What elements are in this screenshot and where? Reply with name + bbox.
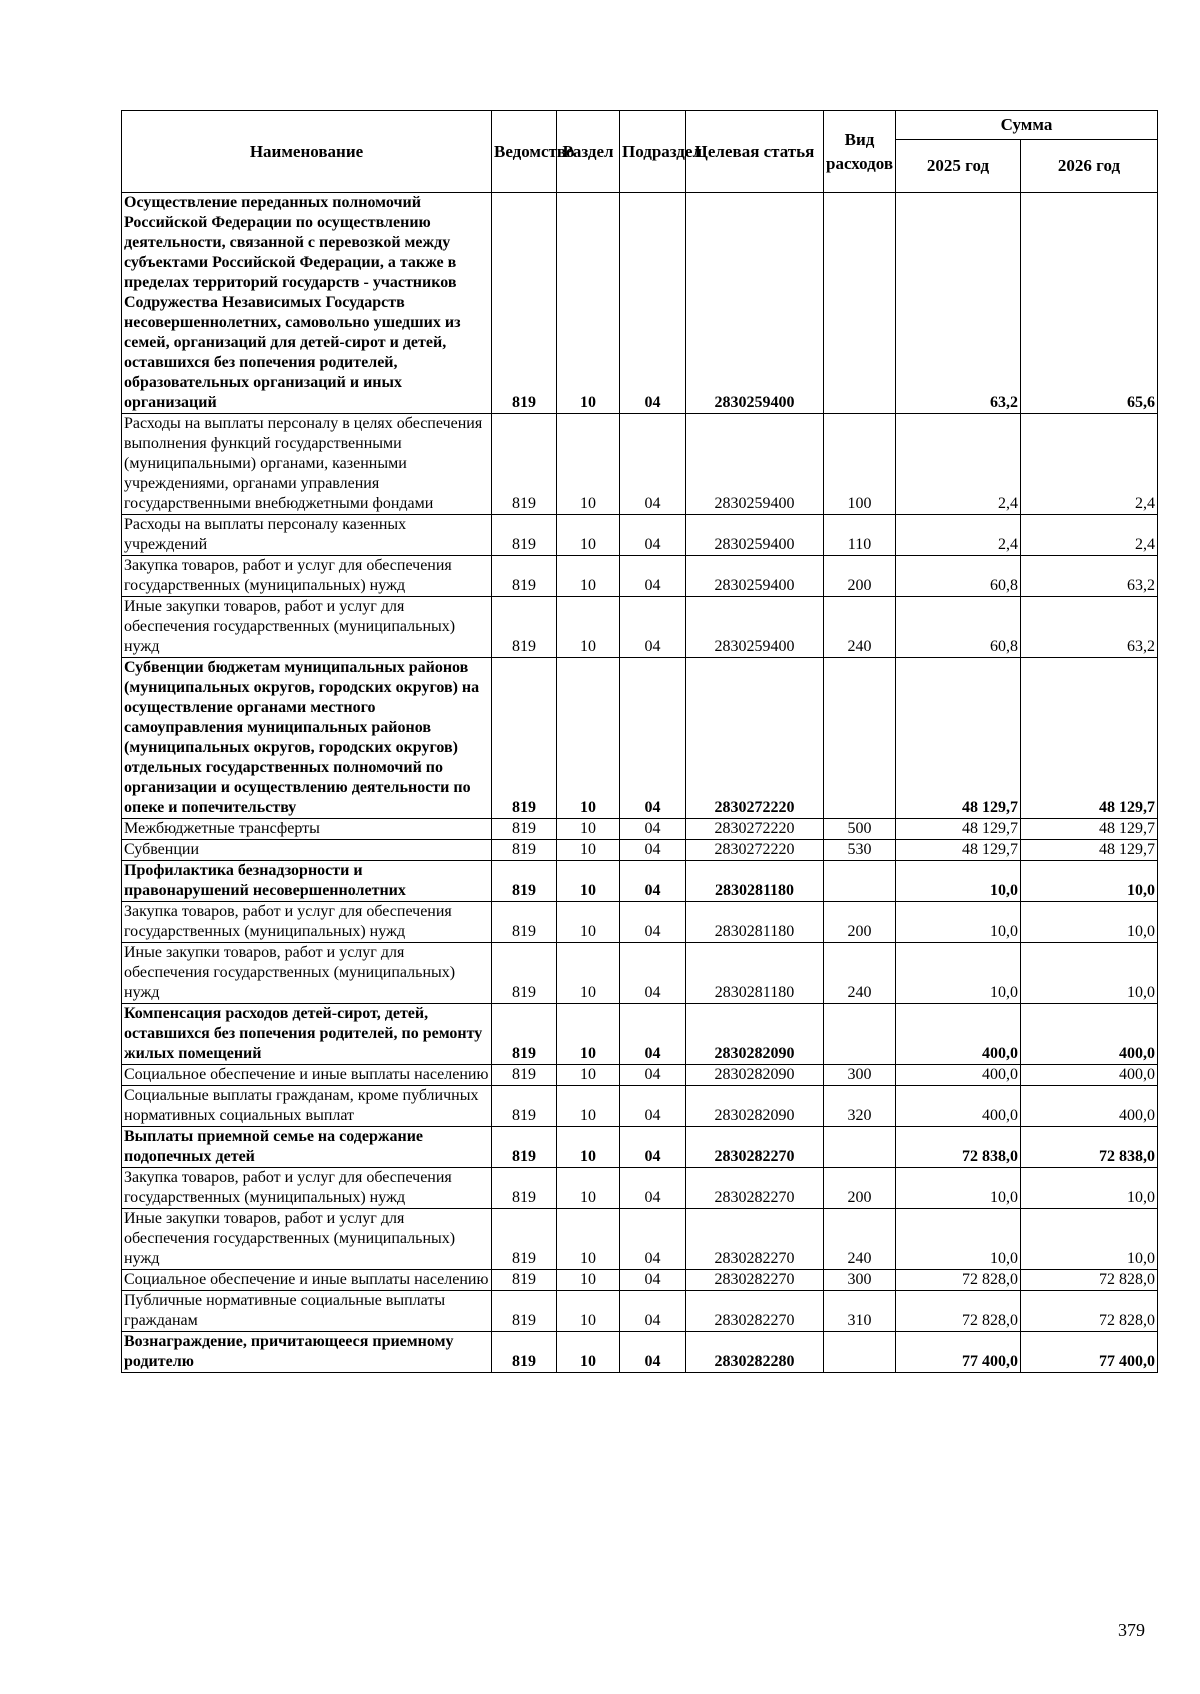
cell-vid xyxy=(824,1127,896,1168)
cell-name: Осуществление переданных полномочий Российской Федерации по осуществлению деятельности, связанной с перевозкой между субъектами Российской Федерации, а также в пределах территорий государств - участников Содружества Независимых Государств несовершеннолетних, самовольно ушедших из семей, организаций для детей-сирот и детей, оставшихся без попечения родителей, образовательных организаций и иных организаций xyxy=(122,193,492,414)
cell-sum-2026: 2,4 xyxy=(1021,515,1158,556)
cell-name: Вознаграждение, причитающееся приемному родителю xyxy=(122,1332,492,1373)
cell-sum-2025: 48 129,7 xyxy=(896,840,1021,861)
cell-razdel: 10 xyxy=(557,1270,620,1291)
cell-vedomstvo: 819 xyxy=(492,515,557,556)
cell-vid: 200 xyxy=(824,556,896,597)
cell-sum-2025: 60,8 xyxy=(896,556,1021,597)
cell-name: Иные закупки товаров, работ и услуг для обеспечения государственных (муниципальных) нужд xyxy=(122,597,492,658)
table-row xyxy=(122,658,1158,819)
cell-celevaya: 2830272220 xyxy=(686,819,824,840)
cell-sum-2026: 400,0 xyxy=(1021,1086,1158,1127)
cell-razdel: 10 xyxy=(557,193,620,414)
cell-vid xyxy=(824,1004,896,1065)
cell-vid: 530 xyxy=(824,840,896,861)
cell-podrazdel: 04 xyxy=(620,840,686,861)
cell-name: Субвенции бюджетам муниципальных районов (муниципальных округов, городских округов) на осуществление органами местного самоуправления муниципальных районов (муниципальных округов, городских округов) отдельных государственных полномочий по организации и осуществлению деятельности по опеке и попечительству xyxy=(122,658,492,819)
cell-vedomstvo: 819 xyxy=(492,840,557,861)
cell-razdel: 10 xyxy=(557,1004,620,1065)
cell-celevaya: 2830259400 xyxy=(686,515,824,556)
cell-sum-2026: 400,0 xyxy=(1021,1004,1158,1065)
cell-sum-2025: 48 129,7 xyxy=(896,658,1021,819)
cell-razdel: 10 xyxy=(557,902,620,943)
cell-name: Закупка товаров, работ и услуг для обеспечения государственных (муниципальных) нужд xyxy=(122,902,492,943)
cell-celevaya: 2830282090 xyxy=(686,1086,824,1127)
cell-razdel: 10 xyxy=(557,515,620,556)
cell-celevaya: 2830259400 xyxy=(686,556,824,597)
cell-vid: 500 xyxy=(824,819,896,840)
cell-name: Закупка товаров, работ и услуг для обеспечения государственных (муниципальных) нужд xyxy=(122,1168,492,1209)
cell-vedomstvo: 819 xyxy=(492,1332,557,1373)
cell-podrazdel: 04 xyxy=(620,1291,686,1332)
cell-celevaya: 2830282270 xyxy=(686,1209,824,1270)
header-vedomstvo: Ведомство xyxy=(492,111,557,193)
cell-name: Публичные нормативные социальные выплаты гражданам xyxy=(122,1291,492,1332)
cell-vedomstvo: 819 xyxy=(492,1168,557,1209)
table-row xyxy=(122,1065,1158,1086)
cell-vid xyxy=(824,193,896,414)
cell-vedomstvo: 819 xyxy=(492,902,557,943)
header-podrazdel: Подраздел xyxy=(620,111,686,193)
table-row xyxy=(122,1127,1158,1168)
cell-sum-2026: 48 129,7 xyxy=(1021,840,1158,861)
cell-vedomstvo: 819 xyxy=(492,1270,557,1291)
table-row xyxy=(122,597,1158,658)
table-row xyxy=(122,943,1158,1004)
cell-celevaya: 2830281180 xyxy=(686,902,824,943)
cell-sum-2026: 63,2 xyxy=(1021,597,1158,658)
cell-podrazdel: 04 xyxy=(620,1127,686,1168)
cell-sum-2025: 2,4 xyxy=(896,414,1021,515)
cell-name: Закупка товаров, работ и услуг для обеспечения государственных (муниципальных) нужд xyxy=(122,556,492,597)
cell-podrazdel: 04 xyxy=(620,1065,686,1086)
cell-razdel: 10 xyxy=(557,597,620,658)
table-row xyxy=(122,840,1158,861)
cell-celevaya: 2830282270 xyxy=(686,1127,824,1168)
cell-celevaya: 2830282090 xyxy=(686,1004,824,1065)
cell-podrazdel: 04 xyxy=(620,1332,686,1373)
cell-vedomstvo: 819 xyxy=(492,1004,557,1065)
cell-sum-2026: 65,6 xyxy=(1021,193,1158,414)
cell-vedomstvo: 819 xyxy=(492,1291,557,1332)
cell-name: Профилактика безнадзорности и правонарушений несовершеннолетних xyxy=(122,861,492,902)
cell-name: Расходы на выплаты персоналу казенных учреждений xyxy=(122,515,492,556)
cell-sum-2025: 72 828,0 xyxy=(896,1270,1021,1291)
cell-sum-2026: 72 828,0 xyxy=(1021,1270,1158,1291)
cell-sum-2025: 10,0 xyxy=(896,1168,1021,1209)
cell-sum-2026: 77 400,0 xyxy=(1021,1332,1158,1373)
cell-sum-2025: 10,0 xyxy=(896,943,1021,1004)
cell-podrazdel: 04 xyxy=(620,943,686,1004)
table-row xyxy=(122,1168,1158,1209)
cell-vid: 240 xyxy=(824,943,896,1004)
cell-name: Социальное обеспечение и иные выплаты населению xyxy=(122,1270,492,1291)
cell-vedomstvo: 819 xyxy=(492,193,557,414)
cell-razdel: 10 xyxy=(557,819,620,840)
cell-podrazdel: 04 xyxy=(620,1004,686,1065)
cell-celevaya: 2830272220 xyxy=(686,658,824,819)
cell-celevaya: 2830259400 xyxy=(686,414,824,515)
cell-podrazdel: 04 xyxy=(620,1270,686,1291)
cell-razdel: 10 xyxy=(557,658,620,819)
cell-sum-2026: 2,4 xyxy=(1021,414,1158,515)
table-row xyxy=(122,902,1158,943)
cell-sum-2026: 10,0 xyxy=(1021,1168,1158,1209)
table-row xyxy=(122,193,1158,414)
cell-sum-2025: 10,0 xyxy=(896,1209,1021,1270)
cell-vedomstvo: 819 xyxy=(492,1127,557,1168)
cell-vid: 240 xyxy=(824,1209,896,1270)
cell-podrazdel: 04 xyxy=(620,658,686,819)
cell-celevaya: 2830259400 xyxy=(686,597,824,658)
cell-celevaya: 2830281180 xyxy=(686,861,824,902)
cell-celevaya: 2830272220 xyxy=(686,840,824,861)
budget-table xyxy=(121,110,1158,1373)
cell-sum-2025: 10,0 xyxy=(896,861,1021,902)
cell-sum-2025: 10,0 xyxy=(896,902,1021,943)
cell-sum-2025: 400,0 xyxy=(896,1086,1021,1127)
cell-razdel: 10 xyxy=(557,414,620,515)
header-2026: 2026 год xyxy=(1021,140,1158,193)
cell-sum-2025: 77 400,0 xyxy=(896,1332,1021,1373)
header-celevaya: Целевая статья xyxy=(686,111,824,193)
table-row xyxy=(122,1004,1158,1065)
cell-podrazdel: 04 xyxy=(620,193,686,414)
cell-vid: 100 xyxy=(824,414,896,515)
cell-name: Субвенции xyxy=(122,840,492,861)
cell-vedomstvo: 819 xyxy=(492,414,557,515)
cell-vid: 200 xyxy=(824,1168,896,1209)
cell-celevaya: 2830282270 xyxy=(686,1291,824,1332)
header-razdel: Раздел xyxy=(557,111,620,193)
cell-vedomstvo: 819 xyxy=(492,943,557,1004)
table-row xyxy=(122,414,1158,515)
cell-podrazdel: 04 xyxy=(620,861,686,902)
cell-celevaya: 2830282280 xyxy=(686,1332,824,1373)
cell-razdel: 10 xyxy=(557,861,620,902)
cell-vid: 200 xyxy=(824,902,896,943)
cell-podrazdel: 04 xyxy=(620,1168,686,1209)
cell-vedomstvo: 819 xyxy=(492,1086,557,1127)
cell-vid: 310 xyxy=(824,1291,896,1332)
cell-sum-2025: 400,0 xyxy=(896,1004,1021,1065)
cell-podrazdel: 04 xyxy=(620,1209,686,1270)
cell-sum-2026: 10,0 xyxy=(1021,1209,1158,1270)
cell-sum-2026: 10,0 xyxy=(1021,943,1158,1004)
cell-sum-2026: 400,0 xyxy=(1021,1065,1158,1086)
cell-sum-2026: 10,0 xyxy=(1021,902,1158,943)
cell-vedomstvo: 819 xyxy=(492,1209,557,1270)
cell-name: Иные закупки товаров, работ и услуг для обеспечения государственных (муниципальных) нужд xyxy=(122,943,492,1004)
cell-vedomstvo: 819 xyxy=(492,658,557,819)
cell-sum-2025: 48 129,7 xyxy=(896,819,1021,840)
cell-podrazdel: 04 xyxy=(620,515,686,556)
cell-podrazdel: 04 xyxy=(620,1086,686,1127)
cell-sum-2025: 400,0 xyxy=(896,1065,1021,1086)
cell-name: Иные закупки товаров, работ и услуг для обеспечения государственных (муниципальных) нужд xyxy=(122,1209,492,1270)
cell-razdel: 10 xyxy=(557,1291,620,1332)
cell-podrazdel: 04 xyxy=(620,556,686,597)
cell-celevaya: 2830282270 xyxy=(686,1168,824,1209)
header-summa: Сумма xyxy=(896,111,1158,140)
cell-sum-2026: 48 129,7 xyxy=(1021,819,1158,840)
table-body xyxy=(122,193,1158,1373)
cell-celevaya: 2830281180 xyxy=(686,943,824,1004)
cell-sum-2025: 72 828,0 xyxy=(896,1291,1021,1332)
table-row xyxy=(122,1291,1158,1332)
page-number: 379 xyxy=(1118,1620,1145,1640)
cell-razdel: 10 xyxy=(557,1168,620,1209)
cell-vid: 320 xyxy=(824,1086,896,1127)
cell-vid: 300 xyxy=(824,1270,896,1291)
cell-vid: 240 xyxy=(824,597,896,658)
cell-razdel: 10 xyxy=(557,1086,620,1127)
cell-vedomstvo: 819 xyxy=(492,556,557,597)
cell-sum-2026: 48 129,7 xyxy=(1021,658,1158,819)
cell-name: Выплаты приемной семье на содержание подопечных детей xyxy=(122,1127,492,1168)
table-row xyxy=(122,1270,1158,1291)
cell-sum-2025: 60,8 xyxy=(896,597,1021,658)
cell-name: Социальные выплаты гражданам, кроме публичных нормативных социальных выплат xyxy=(122,1086,492,1127)
cell-podrazdel: 04 xyxy=(620,597,686,658)
cell-name: Межбюджетные трансферты xyxy=(122,819,492,840)
cell-podrazdel: 04 xyxy=(620,819,686,840)
cell-razdel: 10 xyxy=(557,943,620,1004)
cell-razdel: 10 xyxy=(557,556,620,597)
cell-podrazdel: 04 xyxy=(620,902,686,943)
cell-vid xyxy=(824,1332,896,1373)
cell-razdel: 10 xyxy=(557,1332,620,1373)
cell-razdel: 10 xyxy=(557,840,620,861)
table-row xyxy=(122,1209,1158,1270)
cell-sum-2026: 72 828,0 xyxy=(1021,1291,1158,1332)
table-row xyxy=(122,861,1158,902)
cell-sum-2026: 10,0 xyxy=(1021,861,1158,902)
cell-sum-2026: 72 838,0 xyxy=(1021,1127,1158,1168)
cell-razdel: 10 xyxy=(557,1065,620,1086)
cell-celevaya: 2830282090 xyxy=(686,1065,824,1086)
cell-sum-2025: 2,4 xyxy=(896,515,1021,556)
cell-vid: 300 xyxy=(824,1065,896,1086)
cell-sum-2025: 63,2 xyxy=(896,193,1021,414)
table-row xyxy=(122,556,1158,597)
cell-name: Социальное обеспечение и иные выплаты населению xyxy=(122,1065,492,1086)
header-name: Наименование xyxy=(122,111,492,193)
cell-vid: 110 xyxy=(824,515,896,556)
table-row xyxy=(122,515,1158,556)
table-row xyxy=(122,1332,1158,1373)
cell-vedomstvo: 819 xyxy=(492,819,557,840)
cell-vid xyxy=(824,658,896,819)
cell-sum-2025: 72 838,0 xyxy=(896,1127,1021,1168)
cell-name: Компенсация расходов детей-сирот, детей, оставшихся без попечения родителей, по ремонту жилых помещений xyxy=(122,1004,492,1065)
cell-celevaya: 2830282270 xyxy=(686,1270,824,1291)
cell-vid xyxy=(824,861,896,902)
header-2025: 2025 год xyxy=(896,140,1021,193)
cell-vedomstvo: 819 xyxy=(492,597,557,658)
cell-sum-2026: 63,2 xyxy=(1021,556,1158,597)
cell-podrazdel: 04 xyxy=(620,414,686,515)
table-row xyxy=(122,819,1158,840)
cell-celevaya: 2830259400 xyxy=(686,193,824,414)
cell-vedomstvo: 819 xyxy=(492,1065,557,1086)
cell-razdel: 10 xyxy=(557,1209,620,1270)
cell-name: Расходы на выплаты персоналу в целях обеспечения выполнения функций государственными (муниципальными) органами, казенными учреждениями, органами управления государственными внебюджетными фондами xyxy=(122,414,492,515)
cell-vedomstvo: 819 xyxy=(492,861,557,902)
header-vid: Вид расходов xyxy=(824,111,896,193)
cell-razdel: 10 xyxy=(557,1127,620,1168)
table-row xyxy=(122,1086,1158,1127)
